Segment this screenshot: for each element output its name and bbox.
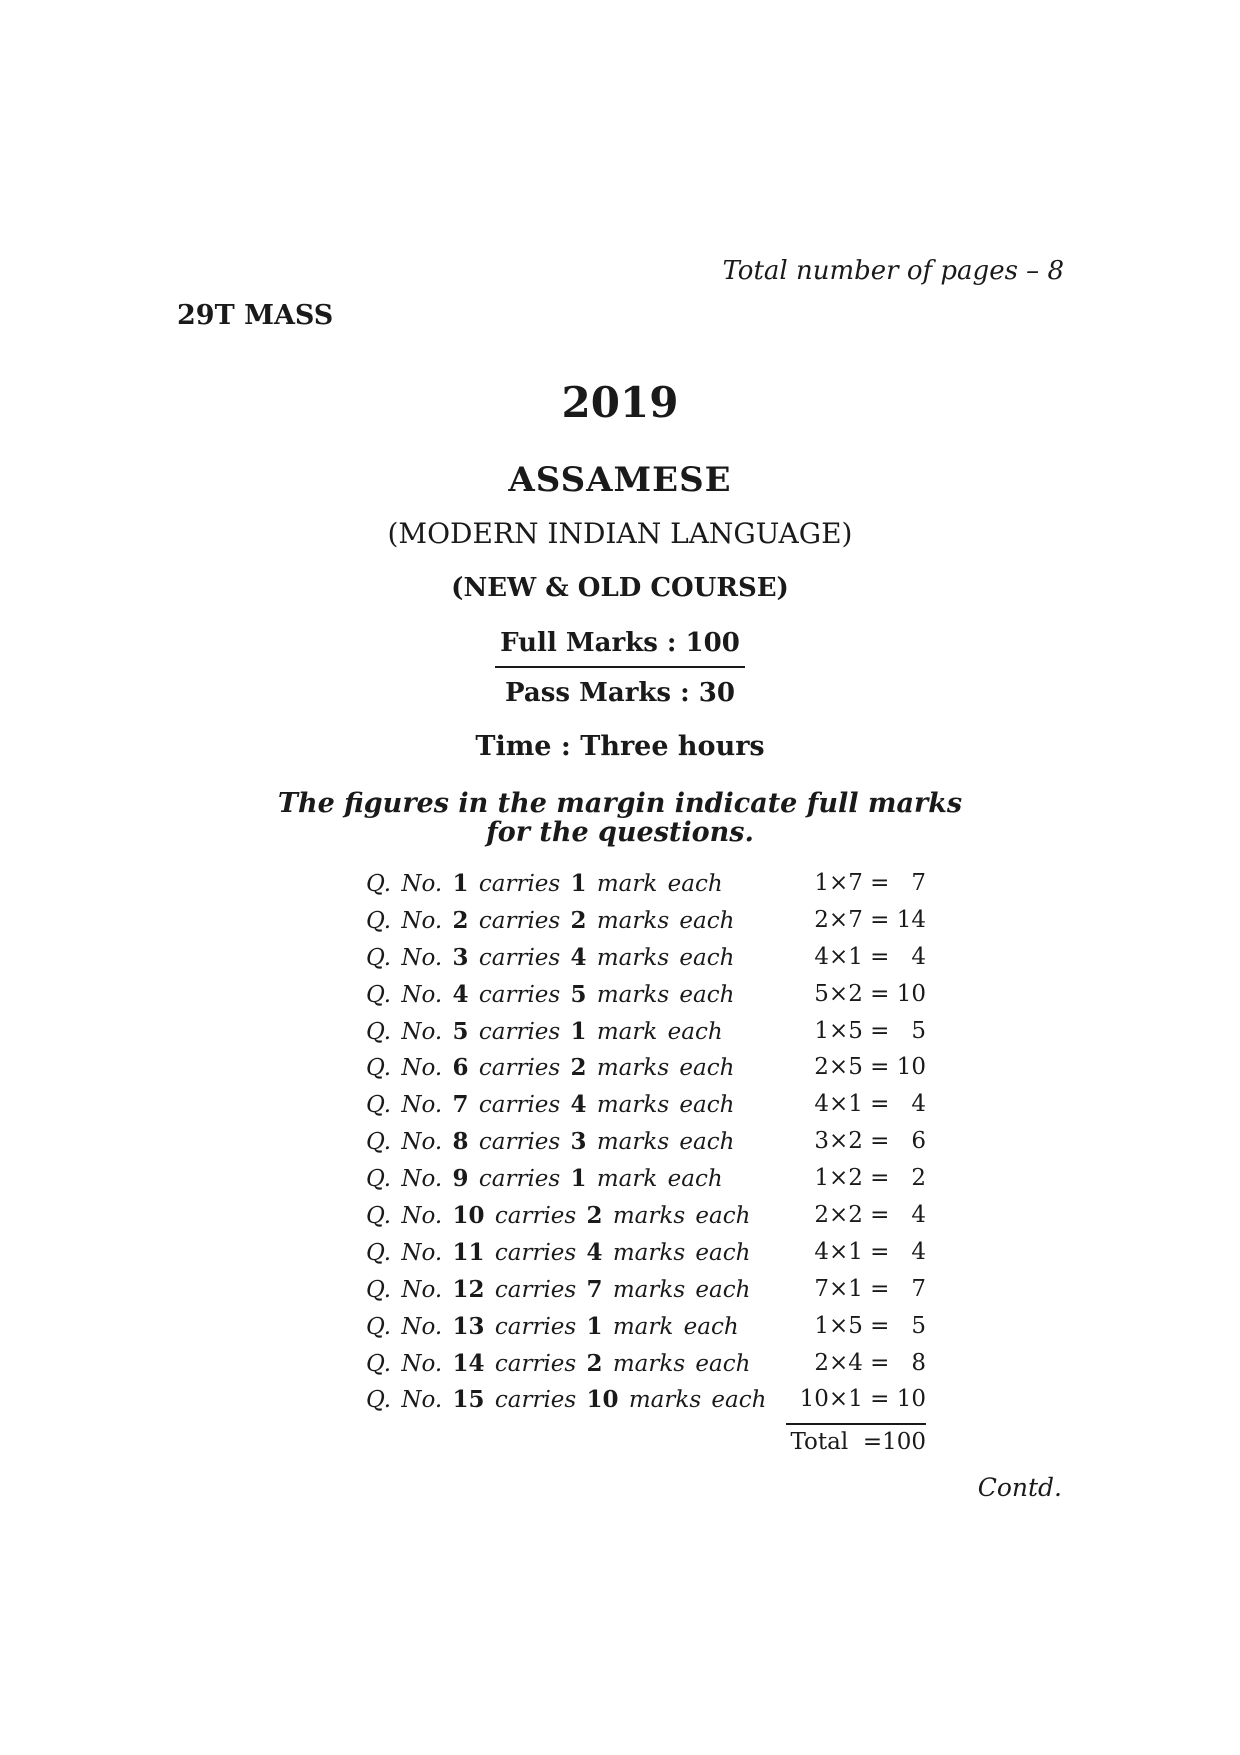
table-row — [366, 1054, 926, 1091]
question-marks: 2 — [586, 1202, 603, 1230]
question-number: 10 — [452, 1202, 485, 1230]
question-marks: 4 — [570, 1091, 587, 1119]
marks-unit: mark each — [596, 1018, 723, 1045]
question-number: 3 — [452, 943, 469, 971]
question-prefix: Q. No. — [366, 1387, 443, 1414]
question-text — [366, 1018, 723, 1045]
table-row — [366, 944, 926, 981]
marks-unit: mark each — [612, 1313, 739, 1340]
question-number: 12 — [452, 1275, 485, 1303]
question-prefix: Q. No. — [366, 944, 443, 971]
carries-word: carries — [494, 1387, 577, 1414]
marks-calculation: 4×1 = 4 — [814, 1238, 926, 1265]
table-row — [366, 1239, 926, 1276]
question-number: 11 — [452, 1238, 485, 1266]
subject-title: ASSAMESE — [508, 460, 732, 500]
question-prefix: Q. No. — [366, 1018, 443, 1045]
question-marks: 7 — [586, 1275, 603, 1303]
instruction-line-2: for the questions. — [486, 817, 754, 848]
question-number: 9 — [452, 1165, 469, 1193]
carries-word: carries — [478, 1018, 561, 1045]
marks-unit: marks each — [596, 907, 735, 934]
total-marks: Total =100 — [790, 1429, 926, 1456]
carries-word: carries — [478, 1055, 561, 1082]
question-prefix: Q. No. — [366, 1092, 443, 1119]
carries-word: carries — [494, 1203, 577, 1230]
question-text — [366, 1165, 723, 1192]
marks-unit: marks each — [612, 1203, 751, 1230]
question-marks: 1 — [570, 1017, 587, 1045]
question-prefix: Q. No. — [366, 1203, 443, 1230]
question-number: 4 — [452, 980, 469, 1008]
table-row — [366, 1018, 926, 1055]
table-row — [366, 1313, 926, 1350]
question-prefix: Q. No. — [366, 1350, 443, 1377]
table-row — [366, 1350, 926, 1387]
time-allowed: Time : Three hours — [475, 731, 765, 762]
question-text — [366, 1350, 750, 1377]
marks-unit: marks each — [612, 1350, 751, 1377]
question-marks: 1 — [570, 870, 587, 897]
question-text — [366, 1091, 734, 1118]
question-text — [366, 907, 734, 934]
language-subtitle: (MODERN INDIAN LANGUAGE) — [387, 517, 853, 550]
question-number: 8 — [452, 1128, 469, 1156]
marks-unit: marks each — [596, 981, 735, 1008]
question-prefix: Q. No. — [366, 907, 443, 934]
question-marks: 10 — [586, 1386, 619, 1414]
question-number: 6 — [452, 1054, 469, 1082]
continued-label: Contd. — [977, 1473, 1062, 1502]
question-prefix: Q. No. — [366, 1166, 443, 1193]
marks-calculation: 1×2 = 2 — [814, 1165, 926, 1192]
question-number: 1 — [452, 870, 469, 897]
question-number: 13 — [452, 1312, 485, 1340]
marks-calculation: 1×5 = 5 — [814, 1017, 926, 1044]
question-prefix: Q. No. — [366, 1055, 443, 1082]
marks-unit: marks each — [596, 1055, 735, 1082]
marks-unit: marks each — [596, 944, 735, 971]
marks-unit: marks each — [596, 1092, 735, 1119]
carries-word: carries — [478, 981, 561, 1008]
table-row — [366, 1276, 926, 1313]
question-text — [366, 1386, 766, 1413]
question-number: 2 — [452, 906, 469, 934]
marks-unit: mark each — [596, 871, 723, 897]
pass-marks: Pass Marks : 30 — [505, 678, 735, 708]
marks-calculation: 1×5 = 5 — [814, 1312, 926, 1339]
carries-word: carries — [478, 1092, 561, 1119]
marks-calculation: 2×4 = 8 — [814, 1349, 926, 1376]
course-subtitle: (NEW & OLD COURSE) — [451, 573, 789, 603]
question-number: 14 — [452, 1349, 485, 1377]
full-marks: Full Marks : 100 — [495, 628, 745, 668]
question-marks: 1 — [586, 1312, 603, 1340]
question-prefix: Q. No. — [366, 981, 443, 1008]
carries-word: carries — [478, 907, 561, 934]
marks-calculation: 2×7 = 14 — [814, 906, 926, 933]
marks-calculation: 2×2 = 4 — [814, 1202, 926, 1229]
question-prefix: Q. No. — [366, 1239, 443, 1266]
carries-word: carries — [478, 1166, 561, 1193]
total-pages: Total number of pages – 8 — [722, 256, 1064, 286]
question-text — [366, 1054, 734, 1081]
question-text — [366, 981, 734, 1008]
question-marks: 2 — [570, 1054, 587, 1082]
marks-unit: marks each — [612, 1276, 751, 1303]
marks-calculation: 5×2 = 10 — [814, 980, 926, 1007]
carries-word: carries — [478, 944, 561, 971]
marks-calculation: 7×1 = 7 — [814, 1275, 926, 1302]
question-marks: 3 — [570, 1128, 587, 1156]
question-number: 15 — [452, 1386, 485, 1414]
marks-rows — [366, 870, 926, 1423]
question-prefix: Q. No. — [366, 871, 443, 897]
marks-unit: marks each — [612, 1239, 751, 1266]
paper-code: 29T MASS — [177, 300, 334, 331]
carries-word: carries — [494, 1239, 577, 1266]
question-marks: 1 — [570, 1165, 587, 1193]
marks-calculation: 1×7 = 7 — [814, 870, 926, 896]
marks-calculation: 3×2 = 6 — [814, 1128, 926, 1155]
total-row — [366, 1423, 926, 1463]
exam-year: 2019 — [561, 378, 679, 427]
question-text — [366, 1313, 739, 1340]
question-marks: 5 — [570, 980, 587, 1008]
marks-unit: marks each — [596, 1129, 735, 1156]
carries-word: carries — [494, 1350, 577, 1377]
question-text — [366, 1276, 750, 1303]
table-row — [366, 1386, 926, 1423]
instruction-note — [0, 789, 1240, 847]
question-marks: 2 — [586, 1349, 603, 1377]
question-text — [366, 1239, 750, 1266]
table-row — [366, 981, 926, 1018]
table-row — [366, 1165, 926, 1202]
marks-box — [495, 628, 745, 708]
question-number: 5 — [452, 1017, 469, 1045]
question-text — [366, 944, 734, 971]
question-number: 7 — [452, 1091, 469, 1119]
carries-word: carries — [478, 1129, 561, 1156]
question-prefix: Q. No. — [366, 1129, 443, 1156]
carries-word: carries — [494, 1276, 577, 1303]
question-text — [366, 870, 723, 897]
table-row — [366, 870, 926, 907]
question-text — [366, 1202, 750, 1229]
marks-calculation: 2×5 = 10 — [814, 1054, 926, 1081]
question-marks: 4 — [570, 943, 587, 971]
table-row — [366, 1091, 926, 1128]
question-marks: 4 — [586, 1238, 603, 1266]
carries-word: carries — [494, 1313, 577, 1340]
marks-unit: marks each — [628, 1387, 767, 1414]
table-row — [366, 1202, 926, 1239]
instruction-line-1: The figures in the margin indicate full marks — [277, 788, 963, 819]
marks-calculation: 4×1 = 4 — [814, 943, 926, 970]
table-row — [366, 907, 926, 944]
question-text — [366, 1128, 734, 1155]
question-prefix: Q. No. — [366, 1276, 443, 1303]
marks-unit: mark each — [596, 1166, 723, 1193]
table-row — [366, 1128, 926, 1165]
marks-calculation: 4×1 = 4 — [814, 1091, 926, 1118]
total-rule — [786, 1423, 926, 1425]
carries-word: carries — [478, 871, 561, 897]
question-prefix: Q. No. — [366, 1313, 443, 1340]
marks-distribution-table — [366, 870, 926, 1463]
question-marks: 2 — [570, 906, 587, 934]
marks-calculation: 10×1 = 10 — [799, 1386, 926, 1413]
